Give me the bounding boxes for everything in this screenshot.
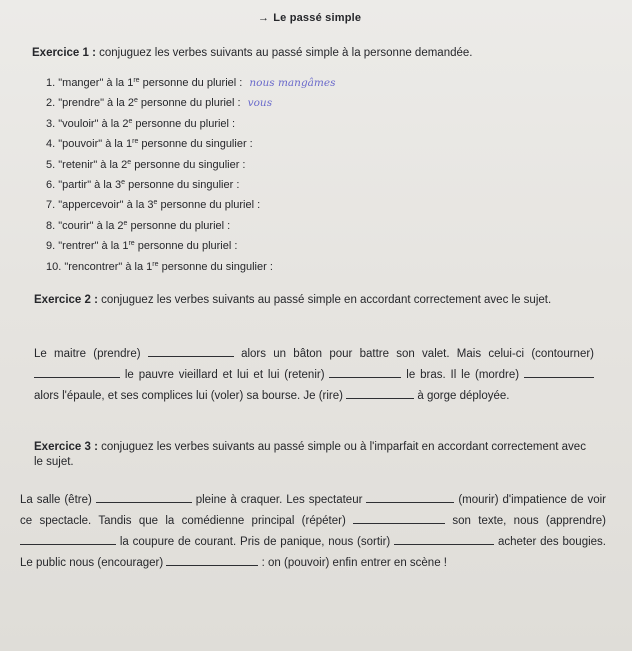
exercise3-text: La salle (être) pleine à craquer. Les spectateur (mourir) d'impatience de voir ce spectacle. Tandis que la comédienne principal (répéter) son texte, nous (apprendre) la coupure de courant. Pris de panique, nous (sortir) acheter des bougies. Le public nous (encourager) : on (pouvoir) enfin entrer en scène ! [20, 490, 606, 574]
answer-blank[interactable] [353, 512, 445, 524]
exercise1-item: 8. "courir" à la 2e personne du pluriel : [46, 219, 231, 232]
page-title [258, 12, 361, 24]
answer-blank[interactable] [329, 366, 401, 378]
answer-blank[interactable] [394, 533, 494, 545]
answer-blank[interactable] [366, 491, 454, 503]
exercise1-label: Exercice 1 : [32, 47, 96, 59]
exercise3-label: Exercice 3 : [34, 441, 98, 453]
exercise1-item: 6. "partir" à la 3e personne du singulier : [46, 179, 240, 192]
exercise1-instruction: conjuguez les verbes suivants au passé simple à la personne demandée. [99, 47, 473, 59]
exercise1-item: 2. "prendre" à la 2e personne du pluriel : vous [46, 97, 273, 110]
exercise2-text: Le maitre (prendre) alors un bâton pour battre son valet. Mais celui-ci (contourner) le pauvre vieillard et lui et lui (retenir) le bras. Il le (mordre) alors l'épaule, et ses complices lui (voler) sa bourse. Je (rire) à gorge déployée. [34, 344, 594, 407]
answer-blank[interactable] [524, 366, 594, 378]
exercise1-list [46, 73, 335, 277]
exercise3-heading [34, 440, 594, 470]
exercise3-instruction: conjuguez les verbes suivants au passé simple ou à l'imparfait en accordant correctement avec le sujet. [34, 441, 586, 468]
exercise2-instruction: conjuguez les verbes suivants au passé simple en accordant correctement avec le sujet. [101, 294, 552, 306]
handwritten-answer: nous mangâmes [249, 77, 336, 89]
answer-blank[interactable] [34, 366, 120, 378]
answer-blank[interactable] [166, 554, 258, 566]
handwritten-answer: vous [247, 97, 273, 110]
exercise2-label: Exercice 2 : [34, 294, 98, 306]
answer-blank[interactable] [148, 345, 234, 357]
exercise1-item: 10. "rencontrer" à la 1re personne du singulier : [46, 260, 273, 273]
exercise2-heading [34, 293, 594, 308]
answer-blank[interactable] [346, 387, 414, 399]
answer-blank[interactable] [20, 533, 116, 545]
exercise1-item: 7. "appercevoir" à la 3e personne du pluriel : [46, 199, 261, 212]
exercise1-item: 9. "rentrer" à la 1re personne du pluriel : [46, 240, 238, 253]
answer-blank[interactable] [96, 491, 192, 503]
exercise1-item: 5. "retenir" à la 2e personne du singulier : [46, 158, 246, 171]
arrow-icon: → [258, 12, 270, 24]
page-title-text: Le passé simple [273, 12, 362, 24]
exercise1-heading [32, 46, 622, 61]
exercise1-item: 3. "vouloir" à la 2e personne du pluriel : [46, 117, 236, 130]
exercise1-item: 1. "manger" à la 1re personne du pluriel : nous mangâmes [46, 77, 336, 89]
exercise1-item: 4. "pouvoir" à la 1re personne du singulier : [46, 138, 253, 151]
